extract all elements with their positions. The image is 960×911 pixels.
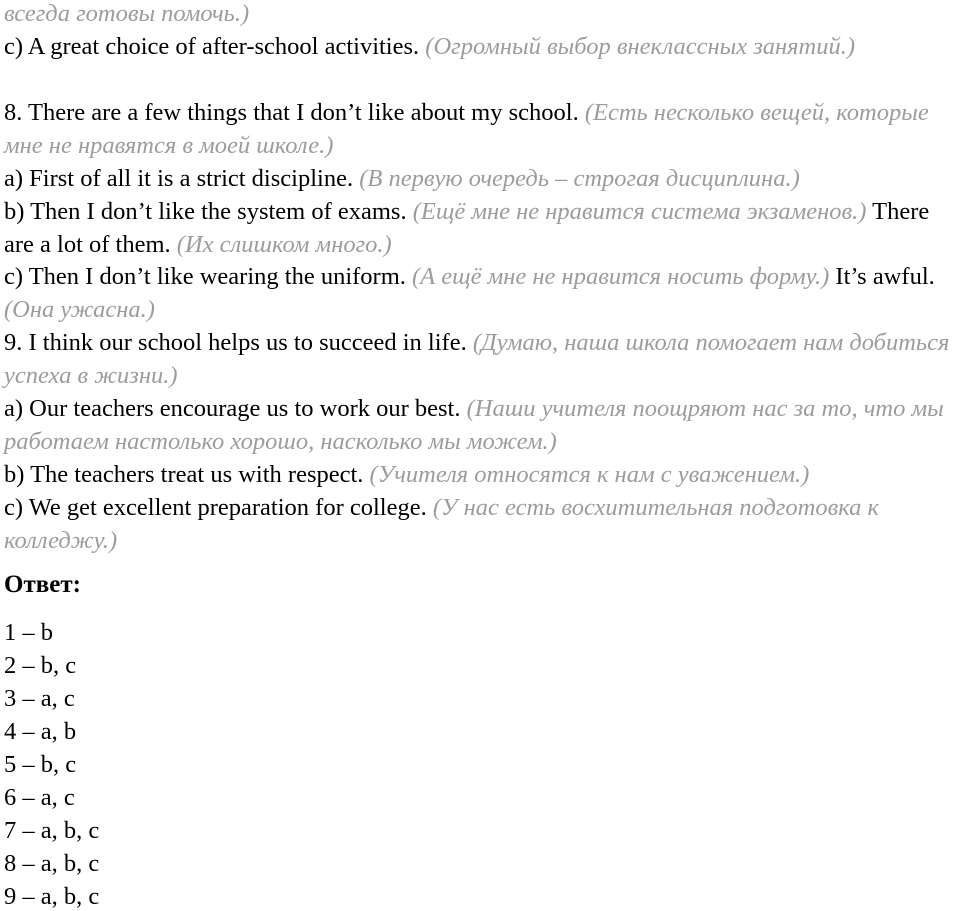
option-8c: [4, 261, 956, 327]
answer-heading: Ответ:: [4, 571, 81, 598]
translation-text: (Думаю, наша школа помогает нам добиться успеха в жизни.): [4, 329, 950, 389]
translation-text-extra: (Она ужасна.): [4, 295, 155, 323]
question-text: 9. I think our school helps us to succeed in life.: [4, 329, 467, 356]
answer-list: [4, 616, 99, 911]
translation-text: (У нас есть восхитительная подготовка к колледжу.): [4, 494, 879, 554]
translation-text: всегда готовы помочь.): [4, 0, 250, 27]
translation-text: (Наши учителя поощряют нас за то, что мы работаем настолько хорошо, насколько мы можем.): [4, 395, 944, 455]
answer-item: 2 – b, c: [4, 652, 77, 679]
translation-text: (Есть несколько вещей, которые мне не нравятся в моей школе.): [4, 99, 929, 159]
translation-text-extra: (Их слишком много.): [176, 230, 392, 258]
translation-text: (В первую очередь – строгая дисциплина.): [359, 165, 800, 192]
question-text: 8. There are a few things that I don’t like about my school.: [4, 99, 579, 126]
translation-text: (А ещё мне не нравится носить форму.): [412, 263, 830, 290]
question-9: [4, 327, 956, 393]
option-8a: [4, 163, 956, 196]
option-text: a) Our teachers encourage us to work our best.: [4, 395, 461, 422]
option-8b: [4, 196, 956, 262]
answer-item: 9 – a, b, c: [4, 883, 100, 910]
option-8c-prev: [4, 31, 956, 64]
option-9b: [4, 459, 956, 492]
option-9c: [4, 492, 956, 558]
translation-text: (Огромный выбор внеклассных занятий.): [425, 33, 856, 60]
answer-item: 5 – b, c: [4, 751, 77, 778]
answer-item: 4 – a, b: [4, 718, 77, 745]
option-9a: [4, 393, 956, 459]
answer-item: 6 – a, c: [4, 784, 75, 811]
answer-item: 1 – b: [4, 619, 53, 646]
option-text: c) A great choice of after-school activities.: [4, 33, 420, 60]
answer-item: 8 – a, b, c: [4, 850, 100, 877]
option-text-extra: There are a lot of them.: [4, 198, 930, 258]
question-8: [4, 97, 956, 163]
translation-text: (Учителя относятся к нам с уважением.): [369, 461, 810, 488]
option-text: b) Then I don’t like the system of exams.: [4, 198, 407, 225]
answer-item: 7 – a, b, c: [4, 817, 100, 844]
answer-item: 3 – a, c: [4, 685, 75, 712]
translation-text: (Ещё мне не нравится система экзаменов.): [412, 198, 867, 225]
text-line-continuation: [4, 0, 956, 31]
option-text: a) First of all it is a strict discipline.: [4, 165, 354, 192]
option-text: b) The teachers treat us with respect.: [4, 461, 364, 488]
option-text: c) Then I don’t like wearing the uniform.: [4, 263, 406, 290]
option-text-extra: It’s awful.: [835, 263, 935, 290]
option-text: c) We get excellent preparation for college.: [4, 494, 427, 521]
